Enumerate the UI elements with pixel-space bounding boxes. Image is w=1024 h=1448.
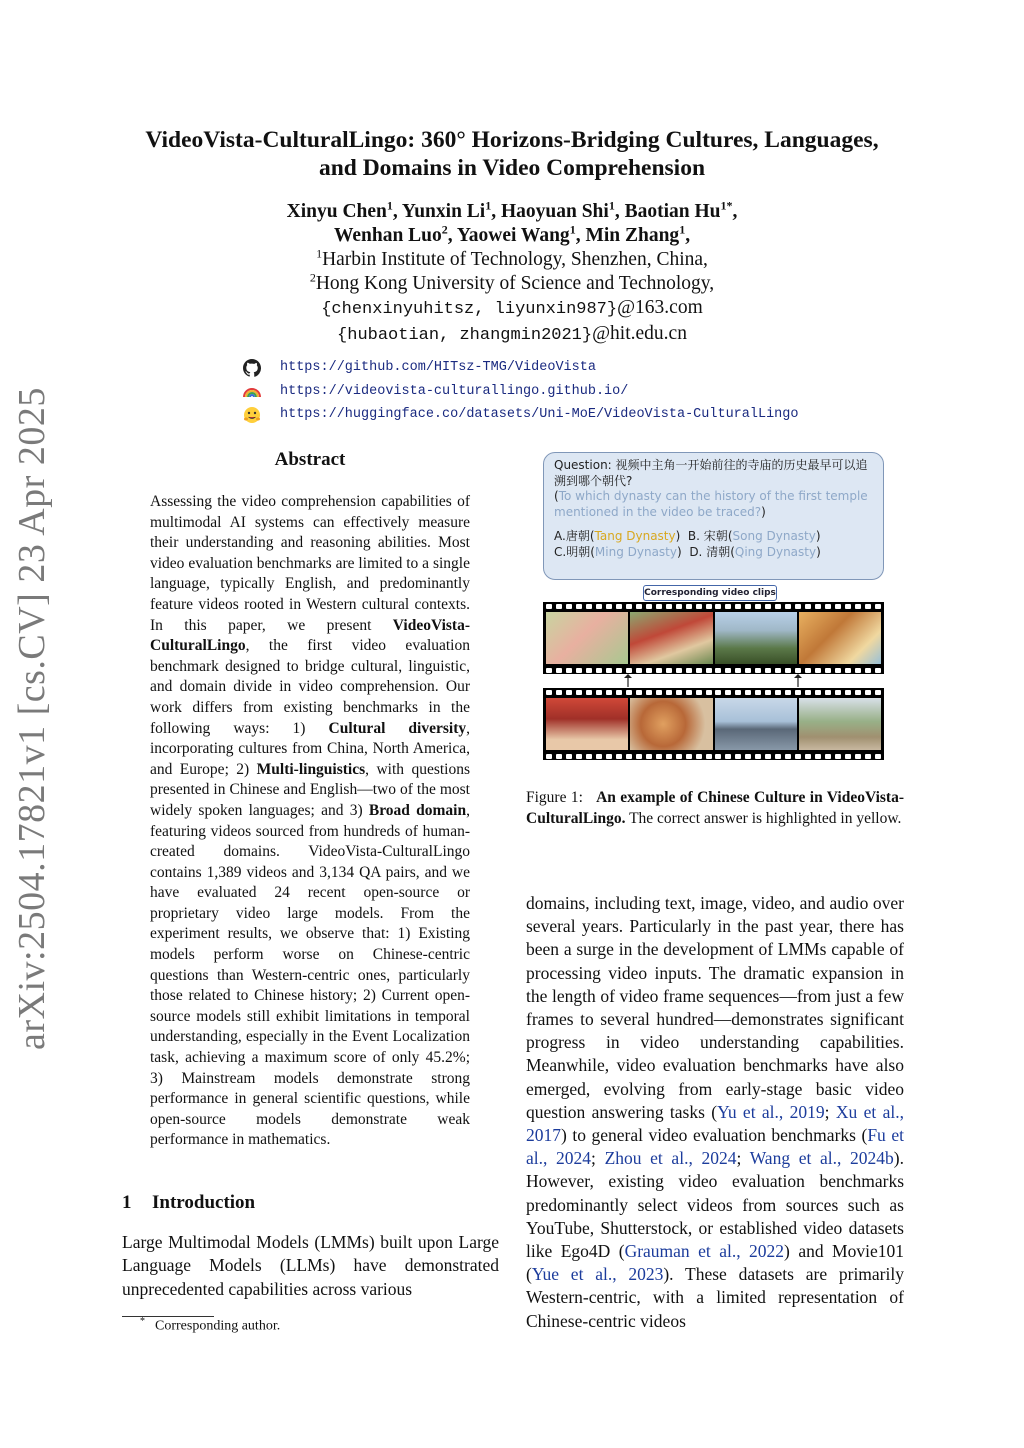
perforation-hole (845, 690, 851, 695)
perforation-hole (875, 754, 881, 759)
perforation-hole (666, 690, 672, 695)
perforation-hole (596, 754, 602, 759)
github-icon (242, 358, 262, 378)
citation-link[interactable]: Wang et al., 2024b (749, 1148, 894, 1169)
perforation-hole (546, 754, 552, 759)
video-frame (630, 612, 712, 664)
perforation-hole (656, 668, 662, 673)
video-clips-label: Corresponding video clips (643, 585, 777, 601)
perforation-hole (805, 604, 811, 609)
video-frame (715, 698, 797, 750)
perforation-hole (546, 604, 552, 609)
perforation-hole (556, 754, 562, 759)
perforation-hole (845, 604, 851, 609)
perforation-hole (775, 754, 781, 759)
perforation-hole (725, 668, 731, 673)
perforation-hole (676, 668, 682, 673)
perforation-hole (715, 754, 721, 759)
link-huggingface[interactable]: https://huggingface.co/datasets/Uni-MoE/VideoVista-CulturalLingo (242, 403, 798, 427)
perforation-hole (606, 604, 612, 609)
film-perforations (543, 602, 884, 610)
perforation-hole (566, 668, 572, 673)
perforation-hole (775, 668, 781, 673)
film-perforations (543, 666, 884, 674)
perforation-hole (795, 604, 801, 609)
perforation-hole (855, 690, 861, 695)
perforation-hole (815, 754, 821, 759)
filmstrip-top (543, 602, 884, 674)
intro-paragraph-left: Large Multimodal Models (LMMs) built upon Large Language Models (LLMs) have demonstrated unprecedented capabilities across various (122, 1232, 499, 1299)
perforation-hole (696, 690, 702, 695)
perforation-hole (735, 690, 741, 695)
perforation-hole (835, 754, 841, 759)
perforation-hole (606, 668, 612, 673)
perforation-hole (596, 604, 602, 609)
perforation-hole (646, 754, 652, 759)
perforation-hole (855, 754, 861, 759)
question-zh: Question: 视频中主角一开始前往的寺庙的历史最早可以追溯到哪个朝代? (554, 458, 868, 488)
intro-paragraph-right: domains, including text, image, video, and audio over several years. Particularly in the past year, there has been a surge in the development of LMMs capable of processing video inputs. The dramatic expansion in the length of video frame sequences—from just a few frames to several hundred—demonstrates significant progress in video understanding capabilities. Meanwhile, video evaluation benchmarks have also emerged, evolving from early-stage basic video question answering tasks (Yu et al., 2019; Xu et al., 2017) to general video evaluation benchmarks (Fu et al., 2024; Zhou et al., 2024; Wang et al., 2024b). However, existing video evaluation benchmarks predominantly select videos from sources such as YouTube, Shutterstock, or established video datasets like Ego4D (Grauman et al., 2022) and Movie101 (Yue et al., 2023). These datasets are primarily Western-centric, with a limited representation of Chinese-centric videos (526, 893, 904, 1331)
perforation-hole (815, 690, 821, 695)
perforation-hole (546, 690, 552, 695)
perforation-hole (835, 668, 841, 673)
video-frame (546, 698, 628, 750)
perforation-hole (825, 604, 831, 609)
perforation-hole (745, 690, 751, 695)
perforation-hole (795, 754, 801, 759)
figure-question-box (543, 452, 884, 580)
arxiv-identifier: arXiv:2504.17821v1 [cs.CV] 23 Apr 2025 (11, 387, 53, 1050)
perforation-hole (775, 604, 781, 609)
perforation-hole (706, 668, 712, 673)
perforation-hole (785, 668, 791, 673)
perforation-hole (815, 604, 821, 609)
perforation-hole (845, 754, 851, 759)
perforation-hole (636, 754, 642, 759)
options-row-2: C.明朝(Ming Dynasty) D. 清朝(Qing Dynasty) (554, 544, 821, 559)
perforation-hole (686, 668, 692, 673)
arrow-head (624, 674, 632, 678)
perforation-hole (646, 604, 652, 609)
abstract-heading: Abstract (274, 449, 346, 470)
author-block (100, 200, 924, 348)
citation-link[interactable]: Fu et al., 2024 (526, 1125, 904, 1169)
perforation-hole (735, 668, 741, 673)
perforation-hole (626, 754, 632, 759)
perforation-hole (865, 690, 871, 695)
perforation-hole (676, 754, 682, 759)
citation-link[interactable]: Yue et al., 2023 (531, 1264, 664, 1285)
resource-links (242, 356, 798, 427)
perforation-hole (865, 604, 871, 609)
perforation-hole (616, 690, 622, 695)
perforation-hole (596, 668, 602, 673)
perforation-hole (855, 604, 861, 609)
section-heading-introduction: 1 Introduction (122, 1192, 256, 1213)
video-frame (630, 698, 712, 750)
affiliation-2: $^2$Hong Kong University of Science and Technology, (309, 270, 715, 294)
perforation-hole (785, 754, 791, 759)
perforation-hole (626, 604, 632, 609)
perforation-hole (696, 668, 702, 673)
perforation-hole (576, 668, 582, 673)
email-1: {chenxinyuhitsz, liyunxin987}@163.com (321, 297, 703, 319)
perforation-hole (646, 668, 652, 673)
perforation-hole (765, 604, 771, 609)
film-perforations (543, 688, 884, 696)
perforation-hole (576, 690, 582, 695)
perforation-hole (785, 604, 791, 609)
perforation-hole (686, 690, 692, 695)
perforation-hole (725, 604, 731, 609)
perforation-hole (775, 690, 781, 695)
perforation-hole (616, 668, 622, 673)
author-line-1: Xinyu Chen$^1$, Yunxin Li$^1$, Haoyuan Shi$^1$, Baotian $Hu^{1*}$, (286, 198, 738, 222)
perforation-hole (676, 604, 682, 609)
perforation-hole (696, 754, 702, 759)
abstract-body: Assessing the video comprehension capabilities of multimodal AI systems can effectively measure their understanding and reasoning abilities. Most video evaluation benchmarks are limited to a single language, typically English, and predominantly feature videos rooted in Western cultural contexts. In this paper, we present VideoVista-CulturalLingo, the first video evaluation benchmark designed to bridge cultural, linguistic, and domain divide in video comprehension. Our work differs from existing benchmarks in the following ways: 1) Cultural diversity, incorporating cultures from China, North America, and Europe; 2) Multi-linguistics, with questions presented in Chinese and English—two of the most widely spoken languages; and 3) Broad domain, featuring videos sourced from hundreds of human-created domains. VideoVista-CulturalLingo contains 1,389 videos and 3,134 QA pairs, and we have evaluated 24 recent open-source or proprietary video large models. From the experiment results, we observe that: 1) Existing models perform worse on Chinese-centric questions than Western-centric ones, particularly those related to Chinese history; 2) Current open-source models still exhibit limitations in temporal understanding, especially in the Event Localization task, achieving a maximum score of only 45.2%; 3) Mainstream models demonstrate strong performance in general scientific questions, while open-source models demonstrate weak performance in mathematics. (150, 493, 470, 1149)
perforation-hole (755, 754, 761, 759)
perforation-hole (805, 690, 811, 695)
link-github[interactable]: https://github.com/HITsz-TMG/VideoVista (242, 356, 798, 380)
perforation-hole (706, 604, 712, 609)
video-frame (799, 698, 881, 750)
figure-caption: Figure 1: An example of Chinese Culture in VideoVista-CulturalLingo. The correct answer is highlighted in yellow. (526, 789, 905, 827)
perforation-hole (566, 754, 572, 759)
perforation-hole (795, 668, 801, 673)
perforation-hole (725, 754, 731, 759)
citation-link[interactable]: Grauman et al., 2022 (624, 1241, 785, 1262)
perforation-hole (646, 690, 652, 695)
perforation-hole (735, 754, 741, 759)
perforation-hole (755, 690, 761, 695)
perforation-hole (865, 754, 871, 759)
perforation-hole (626, 668, 632, 673)
perforation-hole (586, 604, 592, 609)
perforation-hole (596, 690, 602, 695)
perforation-hole (865, 668, 871, 673)
perforation-hole (745, 668, 751, 673)
perforation-hole (686, 754, 692, 759)
frame-row (546, 612, 881, 664)
perforation-hole (556, 690, 562, 695)
paper-title: VideoVista-CulturalLingo: 360° Horizons-Bridging Cultures, Languages, and Domains in Video Comprehension (145, 127, 879, 181)
perforation-hole (636, 668, 642, 673)
perforation-hole (755, 604, 761, 609)
perforation-hole (626, 690, 632, 695)
email-2: {hubaotian, zhangmin2021}@hit.edu.cn (337, 323, 687, 345)
perforation-hole (875, 690, 881, 695)
perforation-hole (715, 604, 721, 609)
perforation-hole (656, 690, 662, 695)
perforation-hole (735, 604, 741, 609)
perforation-hole (566, 690, 572, 695)
options-row-1: A.唐朝(Tang Dynasty) B. 宋朝(Song Dynasty) (554, 529, 821, 544)
perforation-hole (805, 754, 811, 759)
perforation-hole (666, 754, 672, 759)
perforation-hole (586, 754, 592, 759)
perforation-hole (616, 604, 622, 609)
perforation-hole (576, 604, 582, 609)
perforation-hole (785, 690, 791, 695)
citation-link[interactable]: Yu et al., 2019 (717, 1101, 825, 1122)
perforation-hole (715, 668, 721, 673)
perforation-hole (855, 668, 861, 673)
frame-row (546, 698, 881, 750)
perforation-hole (845, 668, 851, 673)
perforation-hole (636, 690, 642, 695)
footnote: * Corresponding author. (140, 1316, 281, 1334)
perforation-hole (566, 604, 572, 609)
perforation-hole (725, 690, 731, 695)
perforation-hole (686, 604, 692, 609)
perforation-hole (825, 690, 831, 695)
perforation-hole (805, 668, 811, 673)
perforation-hole (556, 604, 562, 609)
perforation-hole (706, 690, 712, 695)
perforation-hole (765, 690, 771, 695)
video-frame (546, 612, 628, 664)
perforation-hole (656, 754, 662, 759)
link-project-page[interactable]: https://videovista-culturallingo.github.io/ (242, 380, 798, 404)
perforation-hole (825, 754, 831, 759)
perforation-hole (666, 668, 672, 673)
huggingface-icon (242, 405, 262, 425)
arrow-head (794, 674, 802, 678)
perforation-hole (795, 690, 801, 695)
perforation-hole (586, 668, 592, 673)
perforation-hole (825, 668, 831, 673)
perforation-hole (765, 668, 771, 673)
question-en: (To which dynasty can the history of the first temple mentioned in the video be traced?) (554, 489, 868, 519)
affiliation-1: $^1$Harbin Institute of Technology, Shenzhen, China, (316, 246, 708, 270)
perforation-hole (835, 604, 841, 609)
perforation-hole (715, 690, 721, 695)
perforation-hole (875, 604, 881, 609)
perforation-hole (875, 668, 881, 673)
perforation-hole (835, 690, 841, 695)
video-frame (799, 612, 881, 664)
perforation-hole (606, 690, 612, 695)
perforation-hole (586, 690, 592, 695)
citation-link[interactable]: Xu et al., 2017 (526, 1101, 904, 1146)
perforation-hole (666, 604, 672, 609)
frame-link-arrows (543, 674, 884, 688)
perforation-hole (636, 604, 642, 609)
citation-link[interactable]: Zhou et al., 2024 (604, 1148, 737, 1169)
perforation-hole (755, 668, 761, 673)
author-line-2: Wenhan Luo$^2$, Yaowei Wang$^1$, Min Zhang$^1$, (333, 222, 691, 246)
film-perforations (543, 752, 884, 760)
perforation-hole (706, 754, 712, 759)
perforation-hole (616, 754, 622, 759)
perforation-hole (556, 668, 562, 673)
perforation-hole (546, 668, 552, 673)
rainbow-icon (242, 381, 262, 401)
perforation-hole (745, 754, 751, 759)
perforation-hole (656, 604, 662, 609)
perforation-hole (815, 668, 821, 673)
perforation-hole (745, 604, 751, 609)
perforation-hole (765, 754, 771, 759)
perforation-hole (676, 690, 682, 695)
perforation-hole (576, 754, 582, 759)
video-frame (715, 612, 797, 664)
perforation-hole (696, 604, 702, 609)
filmstrip-bottom (543, 688, 884, 760)
perforation-hole (606, 754, 612, 759)
